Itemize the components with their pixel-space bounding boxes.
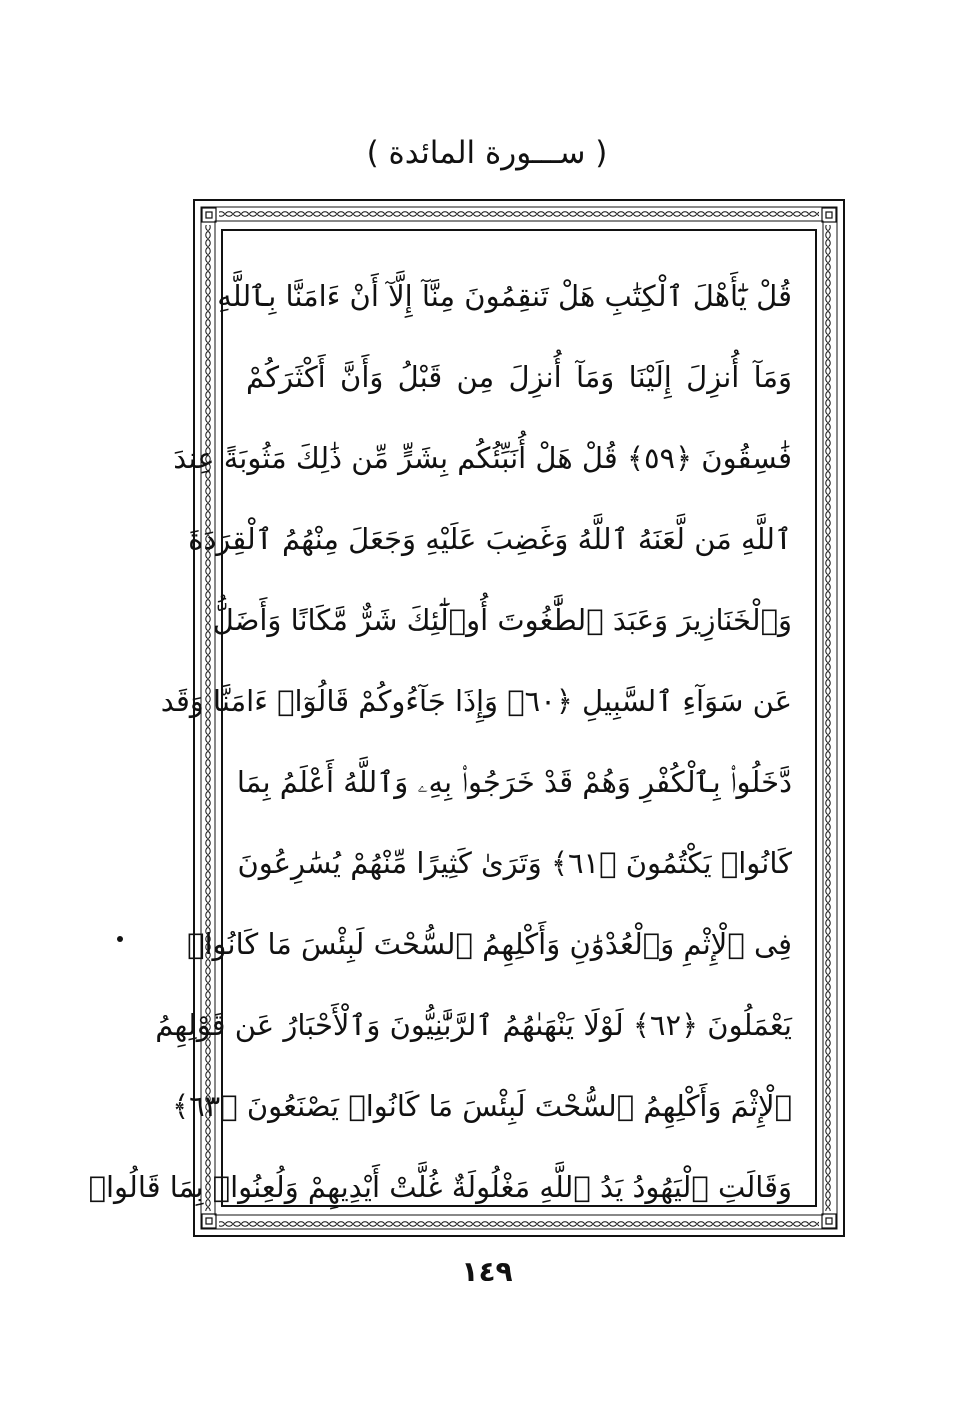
text-line-8: كَانُوا۟ يَكْتُمُونَ ﴿٦١﴾ وَتَرَىٰ كَثِيرًا مِّنْهُمْ يُسَٰرِعُونَ bbox=[237, 846, 792, 880]
text-line-7: دَّخَلُوا۟ بِٱلْكُفْرِ وَهُمْ قَدْ خَرَجُوا۟ بِهِۦ وَٱللَّهُ أَعْلَمُ بِمَا bbox=[236, 765, 792, 799]
text-line-4: ٱللَّهِ مَن لَّعَنَهُ ٱللَّهُ وَغَضِبَ عَلَيْهِ وَجَعَلَ مِنْهُمُ ٱلْقِرَدَةَ bbox=[188, 522, 792, 556]
text-line-1: قُلْ يَٰٓأَهْلَ ٱلْكِتَٰبِ هَلْ تَنقِمُونَ مِنَّآ إِلَّآ أَنْ ءَامَنَّا بِٱللَّهِ bbox=[217, 279, 792, 313]
text-line-3: فَٰسِقُونَ ﴿٥٩﴾ قُلْ هَلْ أُنَبِّئُكُم بِشَرٍّ مِّن ذَٰلِكَ مَثُوبَةً عِندَ bbox=[173, 441, 792, 475]
text-line-10: يَعْمَلُونَ ﴿٦٢﴾ لَوْلَا يَنْهَىٰهُمُ ٱلرَّبَّٰنِيُّونَ وَٱلْأَحْبَارُ عَن قَوْلِهِمُ bbox=[155, 1008, 792, 1042]
text-line-9: فِى ٱلْإِثْمِ وَٱلْعُدْوَٰنِ وَأَكْلِهِمُ ٱلسُّحْتَ لَبِئْسَ مَا كَانُوا۟ bbox=[187, 927, 792, 961]
margin-dot bbox=[117, 936, 123, 942]
text-line-12: وَقَالَتِ ٱلْيَهُودُ يَدُ ٱللَّهِ مَغْلُولَةٌ غُلَّتْ أَيْدِيهِمْ وَلُعِنُوا۟ بِمَا قَالُوا۟ bbox=[88, 1170, 792, 1204]
quran-text-block bbox=[88, 256, 792, 1228]
text-line-2: وَمَآ أُنزِلَ إِلَيْنَا وَمَآ أُنزِلَ مِن قَبْلُ وَأَنَّ أَكْثَرَكُمْ bbox=[246, 360, 792, 394]
text-line-6: عَن سَوَآءِ ٱلسَّبِيلِ ﴿٦٠﴾ وَإِذَا جَآءُوكُمْ قَالُوٓا۟ ءَامَنَّا وَقَد bbox=[160, 684, 792, 718]
page-number: ١٤٩ bbox=[461, 1255, 513, 1288]
text-line-11: ٱلْإِثْمَ وَأَكْلِهِمُ ٱلسُّحْتَ لَبِئْسَ مَا كَانُوا۟ يَصْنَعُونَ ﴿٦٣﴾ bbox=[172, 1089, 792, 1123]
surah-title: ( ســـورة المائدة ) bbox=[366, 135, 608, 171]
text-line-5: وَٱلْخَنَازِيرَ وَعَبَدَ ٱلطَّٰغُوتَ أُو۟لَٰٓئِكَ شَرٌّ مَّكَانًا وَأَضَلُّ bbox=[212, 603, 792, 637]
